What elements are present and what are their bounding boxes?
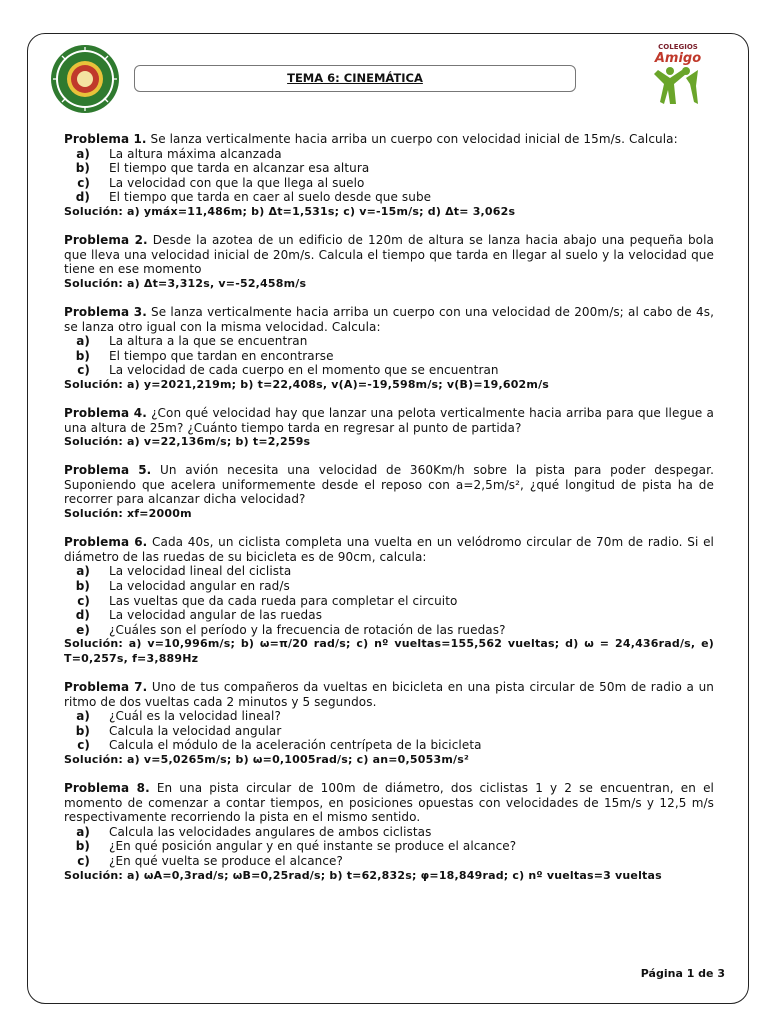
- subquestion-letter: a): [76, 709, 90, 724]
- solution-line: Solución: a) v=5,0265m/s; b) ω=0,1005rad/s; c) an=0,5053m/s²: [64, 752, 469, 766]
- subquestion-letter: e): [76, 622, 90, 637]
- page-title: TEMA 6: CINEMÁTICA: [287, 71, 423, 85]
- subquestion-text: La altura a la que se encuentran: [109, 334, 308, 349]
- solution-line: Solución: a) v=10,996m/s; b) ω=π/20 rad/s; c) nº vueltas=155,562 vueltas; d) ω = 24,436rad/s, e) T=0,257s, f=3,889Hz: [64, 637, 714, 665]
- subquestion-item: [64, 709, 714, 724]
- logo-colegios-text: COLEGIOS: [658, 43, 698, 51]
- subquestion-letter: a): [76, 564, 90, 579]
- problem-text: Desde la azotea de un edificio de 120m de altura se lanza hacia abajo una pequeña bola que lleva una velocidad inicial de 20m/s. Calcula el tiempo que tarda en llegar al suelo y la velocidad que tiene en ese momento: [64, 233, 714, 277]
- problem-6: [64, 535, 714, 666]
- subquestion-list: [64, 825, 714, 869]
- subquestion-text: Calcula el módulo de la aceleración centrípeta de la bicicleta: [109, 738, 482, 753]
- solution-line: Solución: xf=2000m: [64, 507, 192, 521]
- subquestion-item: [64, 579, 714, 594]
- solution-line: Solución: a) Δt=3,312s, v=-52,458m/s: [64, 276, 307, 290]
- page-number: Página 1 de 3: [640, 967, 725, 980]
- subquestion-letter: d): [75, 608, 90, 623]
- problem-1: [64, 132, 714, 220]
- problem-title: Problema 5.: [64, 463, 152, 478]
- problem-text: ¿Con qué velocidad hay que lanzar una pelota verticalmente hacia arriba para que llegue a una altura de 25m? ¿Cuánto tiempo tarda en regresar al punto de partida?: [64, 406, 715, 435]
- subquestion-letter: c): [77, 854, 90, 869]
- problem-text: Se lanza verticalmente hacia arriba un cuerpo con velocidad inicial de 15m/s. Calcula:: [146, 132, 678, 146]
- subquestion-letter: c): [77, 363, 90, 378]
- problem-title: Problema 6.: [64, 535, 148, 550]
- subquestion-letter: a): [76, 334, 90, 349]
- subquestion-item: [64, 176, 714, 191]
- subquestion-letter: c): [77, 738, 90, 753]
- subquestion-text: La altura máxima alcanzada: [109, 146, 282, 161]
- problem-statement: [64, 680, 714, 709]
- school-seal-logo: [50, 44, 120, 114]
- subquestion-item: [64, 334, 714, 349]
- subquestion-text: La velocidad lineal del ciclista: [109, 564, 292, 579]
- subquestion-letter: a): [76, 824, 90, 839]
- problems-list: [64, 132, 714, 897]
- problem-title: Problema 3.: [64, 304, 147, 319]
- problem-statement: [64, 781, 714, 825]
- problem-title: Problema 8.: [64, 781, 150, 796]
- subquestion-text: ¿En qué vuelta se produce el alcance?: [109, 854, 344, 869]
- colegios-amigo-logo: [650, 40, 706, 106]
- problem-5: [64, 463, 714, 521]
- subquestion-item: [64, 854, 714, 869]
- problem-4: [64, 406, 714, 450]
- subquestion-letter: b): [75, 348, 90, 363]
- logo-amigo-text: Amigo: [654, 51, 702, 66]
- subquestion-item: [64, 623, 714, 638]
- problem-text: Un avión necesita una velocidad de 360Km/h sobre la pista para poder despegar. Suponiendo que acelera uniformemente desde el reposo con a=2,5m/s², ¿qué longitud de pista ha de recorrer para alcanzar dicha velocidad?: [64, 463, 714, 507]
- subquestion-item: [64, 839, 714, 854]
- problem-2: [64, 233, 714, 291]
- problem-3: [64, 305, 714, 393]
- subquestion-text: Calcula la velocidad angular: [109, 723, 282, 738]
- subquestion-list: [64, 564, 714, 637]
- subquestion-letter: b): [75, 578, 90, 593]
- subquestion-list: [64, 147, 714, 205]
- solution-line: Solución: a) ymáx=11,486m; b) Δt=1,531s; c) v=-15m/s; d) Δt= 3,062s: [64, 204, 516, 218]
- solution-line: Solución: a) y=2021,219m; b) t=22,408s, v(A)=-19,598m/s; v(B)=19,602m/s: [64, 377, 550, 391]
- problem-statement: [64, 406, 714, 435]
- subquestion-letter: b): [75, 839, 90, 854]
- problem-statement: [64, 132, 714, 147]
- subquestion-text: El tiempo que tardan en encontrarse: [109, 348, 334, 363]
- subquestion-text: La velocidad angular de las ruedas: [109, 608, 323, 623]
- subquestion-item: [64, 363, 714, 378]
- problem-title: Problema 2.: [64, 233, 148, 248]
- subquestion-text: La velocidad con que la que llega al suelo: [109, 175, 365, 190]
- problem-text: Cada 40s, un ciclista completa una vuelta en un velódromo circular de 70m de radio. Si el diámetro de las ruedas de su bicicleta es de 90cm, calcula:: [64, 535, 714, 564]
- problem-title: Problema 4.: [64, 406, 147, 420]
- problem-title: Problema 1.: [64, 132, 147, 146]
- subquestion-text: La velocidad angular en rad/s: [109, 578, 290, 593]
- subquestion-item: [64, 724, 714, 739]
- problem-text: Se lanza verticalmente hacia arriba un cuerpo con una velocidad de 200m/s; al cabo de 4s, se lanza otro igual con la misma velocidad. Calcula:: [64, 304, 714, 334]
- subquestion-letter: c): [77, 175, 90, 190]
- subquestion-text: El tiempo que tarda en caer al suelo desde que sube: [109, 190, 432, 205]
- problem-title: Problema 7.: [64, 680, 148, 694]
- subquestion-letter: d): [75, 190, 90, 205]
- subquestion-text: ¿Cuáles son el período y la frecuencia de rotación de las ruedas?: [109, 622, 506, 637]
- subquestion-item: [64, 564, 714, 579]
- problem-text: Uno de tus compañeros da vueltas en bicicleta en una pista circular de 50m de radio a un ritmo de dos vueltas cada 2 minutos y 5 segundos.: [64, 680, 714, 709]
- subquestion-text: Calcula las velocidades angulares de ambos ciclistas: [109, 824, 432, 839]
- problem-text: En una pista circular de 100m de diámetro, dos ciclistas 1 y 2 se encuentran, en el momento de comenzar a contar tiempos, en posiciones opuestas con velocidades de 15m/s y 12,5 m/s respectivamente recorriendo la pista en el mismo sentido.: [64, 781, 714, 825]
- subquestion-item: [64, 161, 714, 176]
- subquestion-text: Las vueltas que da cada rueda para completar el circuito: [109, 593, 458, 608]
- problem-7: [64, 680, 714, 768]
- subquestion-item: [64, 190, 714, 205]
- problem-statement: [64, 463, 714, 507]
- subquestion-item: [64, 594, 714, 609]
- subquestion-letter: b): [75, 161, 90, 176]
- problem-statement: [64, 233, 714, 277]
- solution-line: Solución: a) v=22,136m/s; b) t=2,259s: [64, 435, 311, 449]
- subquestion-text: ¿Cuál es la velocidad lineal?: [109, 709, 281, 724]
- title-box: [134, 65, 576, 92]
- subquestion-text: La velocidad de cada cuerpo en el momento que se encuentran: [109, 363, 499, 378]
- subquestion-letter: b): [75, 723, 90, 738]
- subquestion-item: [64, 738, 714, 753]
- subquestion-item: [64, 825, 714, 840]
- subquestion-text: ¿En qué posición angular y en qué instante se produce el alcance?: [109, 839, 517, 854]
- subquestion-item: [64, 147, 714, 162]
- subquestion-item: [64, 608, 714, 623]
- subquestion-item: [64, 349, 714, 364]
- subquestion-text: El tiempo que tarda en alcanzar esa altura: [109, 161, 370, 176]
- problem-8: [64, 781, 714, 883]
- subquestion-list: [64, 334, 714, 378]
- subquestion-letter: a): [76, 146, 90, 161]
- problem-statement: [64, 535, 714, 564]
- solution-line: Solución: a) ωA=0,3rad/s; ωB=0,25rad/s; b) t=62,832s; φ=18,849rad; c) nº vueltas=3 vueltas: [64, 868, 662, 882]
- subquestion-list: [64, 709, 714, 753]
- subquestion-letter: c): [77, 593, 90, 608]
- problem-statement: [64, 305, 714, 334]
